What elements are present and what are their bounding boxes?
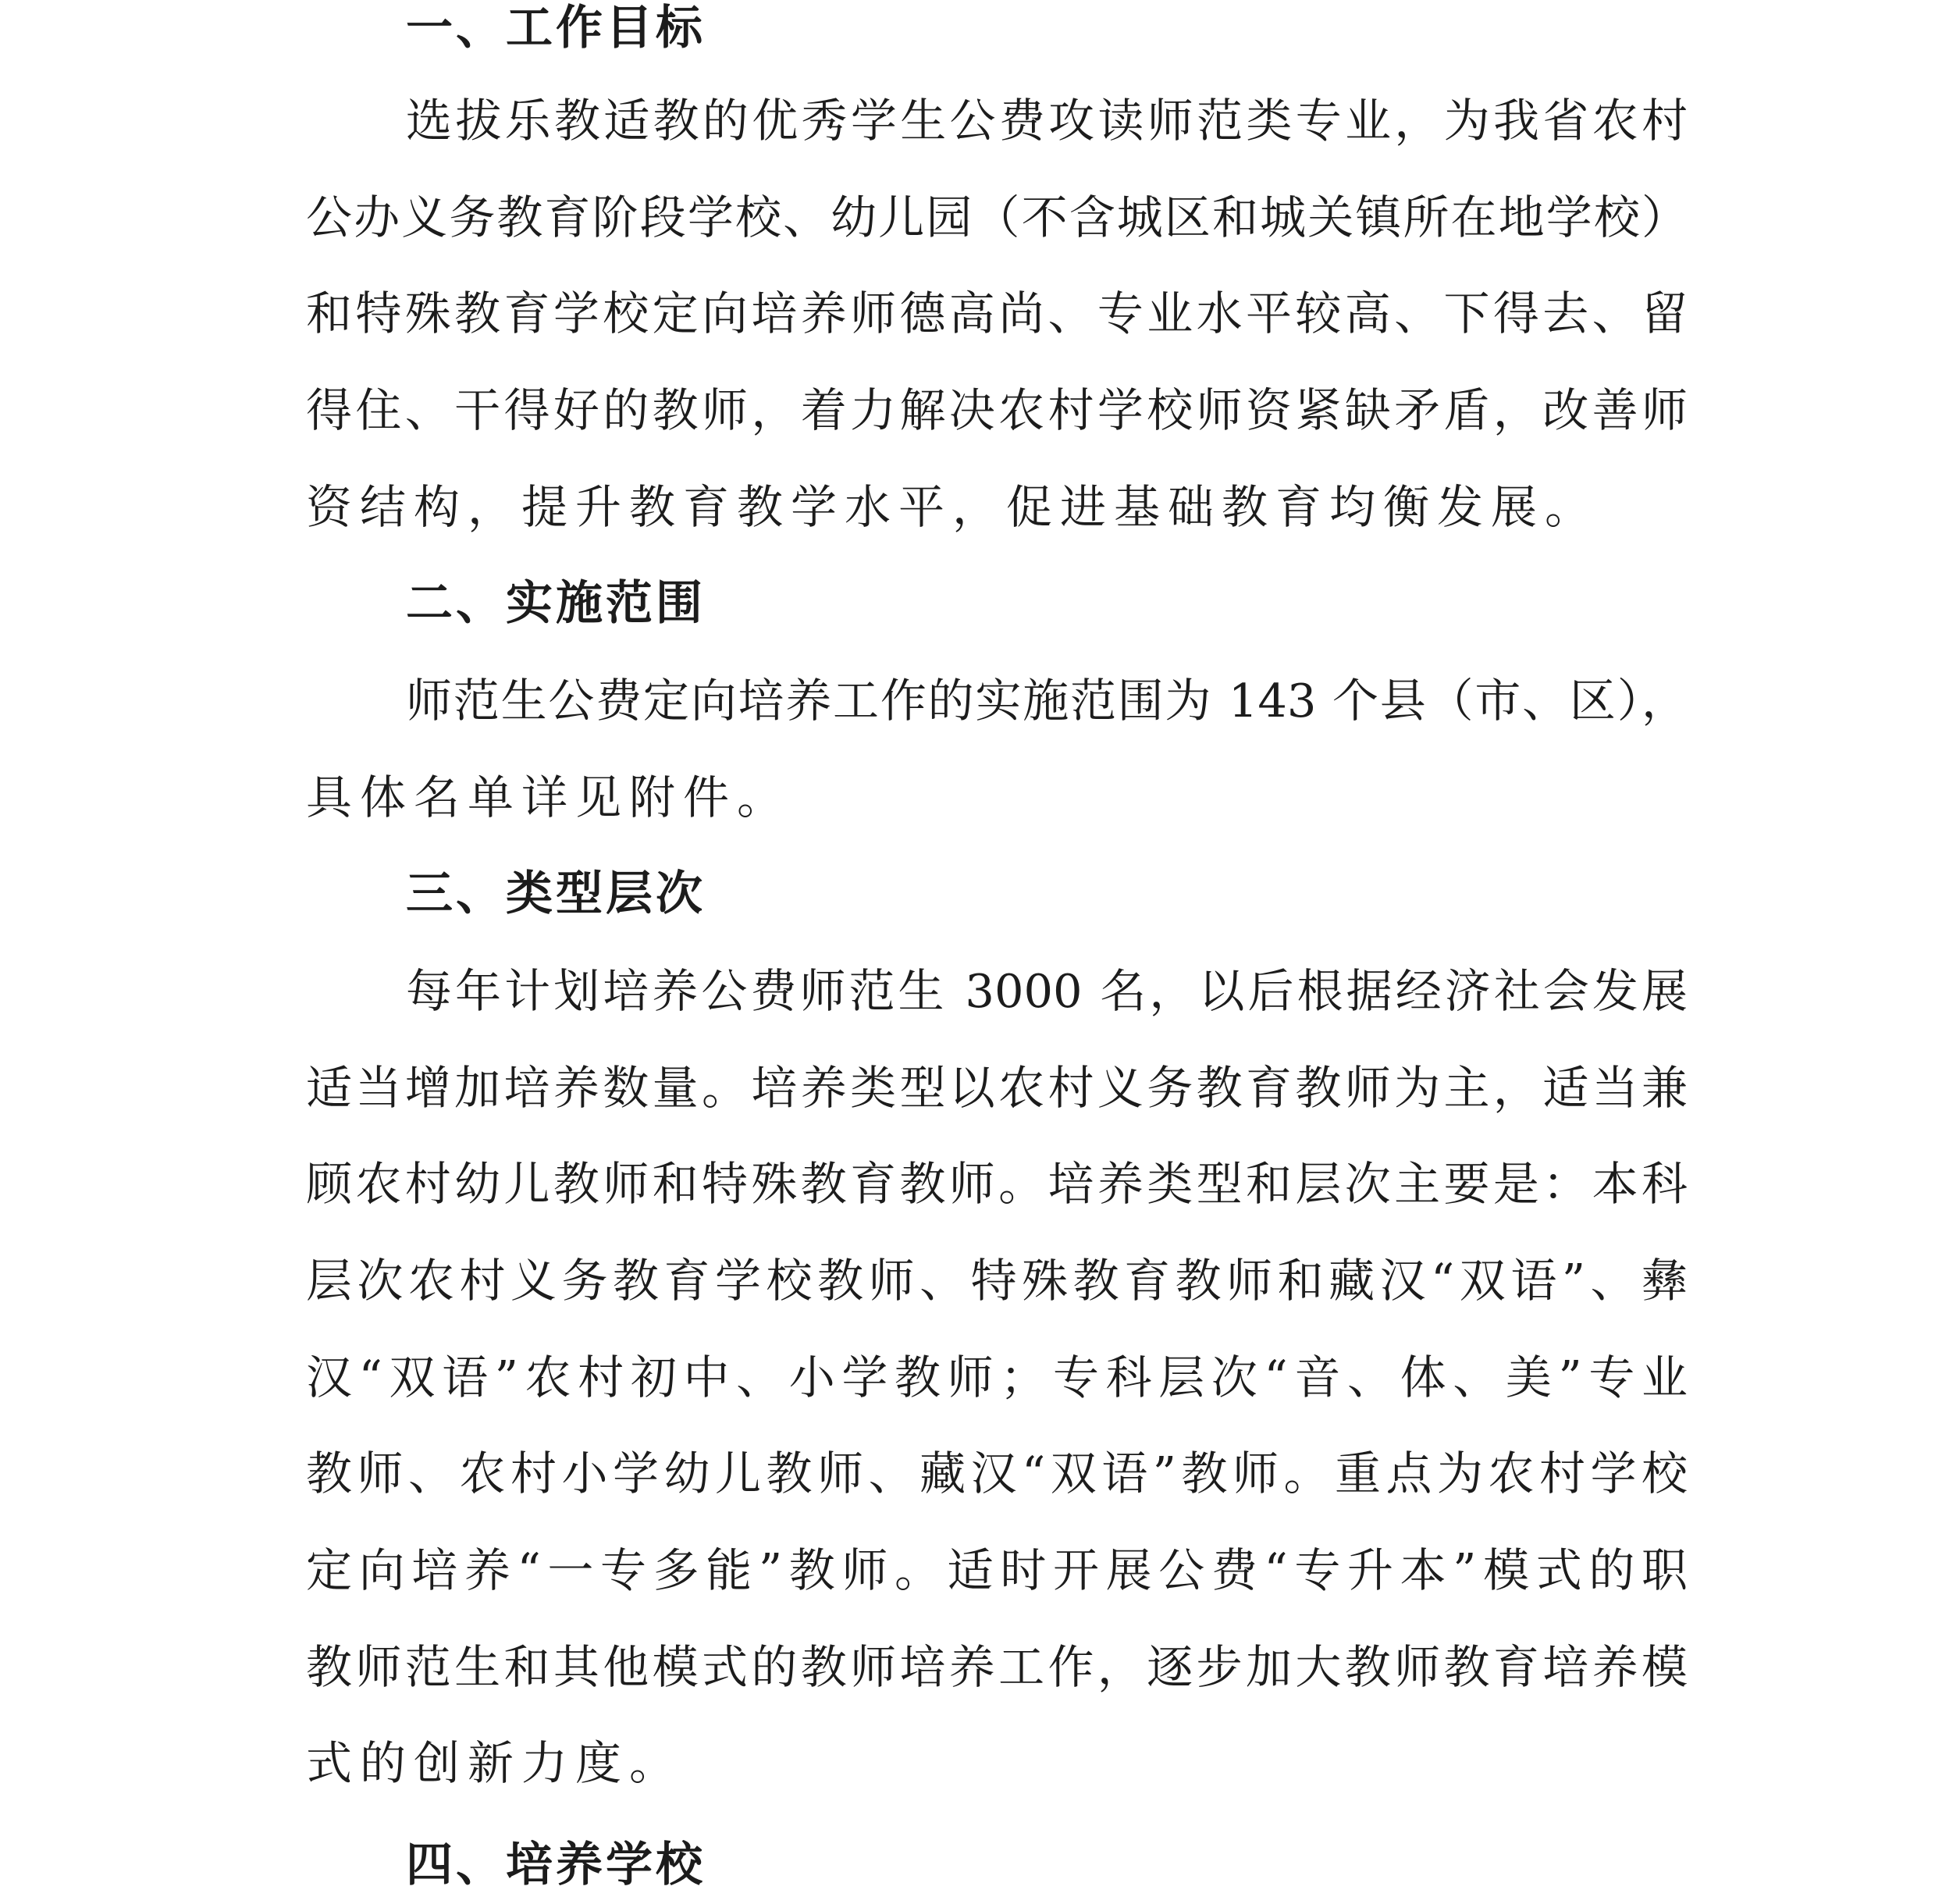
paragraph-line: 式的创新力度。 <box>306 1736 684 1790</box>
section-heading-3: 三、类型层次 <box>406 867 706 921</box>
paragraph-line: 具体名单详见附件。 <box>306 770 791 824</box>
paragraph-line: 教师、农村小学幼儿教师、藏汉“双语”教师。重点为农村学校 <box>306 1447 1688 1500</box>
paragraph-line: 顾农村幼儿教师和特殊教育教师。培养类型和层次主要是：本科 <box>306 1157 1688 1211</box>
paragraph-line: 定向培养“一专多能”教师。适时开展公费“专升本”模式的职 <box>306 1543 1688 1597</box>
section-heading-2: 二、实施范围 <box>406 576 706 631</box>
paragraph-line: 每年计划培养公费师范生 3000 名，以后根据经济社会发展 <box>406 964 1688 1018</box>
paragraph-line: 教师范生和其他模式的教师培养工作，逐步加大教师教育培养模 <box>306 1640 1688 1694</box>
section-heading-1: 一、工作目标 <box>406 1 706 55</box>
paragraph-line: 资结构，提升教育教学水平，促进基础教育均衡发展。 <box>306 480 1599 534</box>
paragraph-line: 师范生公费定向培养工作的实施范围为 143 个县（市、区）， <box>406 674 1688 728</box>
paragraph-line: 和特殊教育学校定向培养师德高尚、专业水平较高、下得去、留 <box>306 286 1688 340</box>
paragraph-line: 层次农村义务教育学校教师、特殊教育教师和藏汉“双语”、彝 <box>306 1254 1688 1308</box>
section-heading-4: 四、培养学校 <box>406 1838 706 1892</box>
paragraph-line: 得住、干得好的教师，着力解决农村学校师资紧缺矛盾，改善师 <box>306 383 1688 437</box>
paragraph-line: 选拔乐教适教的优秀学生公费攻读师范类专业，为我省农村 <box>406 94 1688 148</box>
paragraph-line: 公办义务教育阶段学校、幼儿园（不含城区和城关镇所在地学校） <box>306 190 1688 244</box>
paragraph-line: 汉“双语”农村初中、小学教师；专科层次“音、体、美”专业 <box>306 1351 1688 1404</box>
paragraph-line: 适当增加培养数量。培养类型以农村义务教育教师为主，适当兼 <box>306 1061 1688 1115</box>
